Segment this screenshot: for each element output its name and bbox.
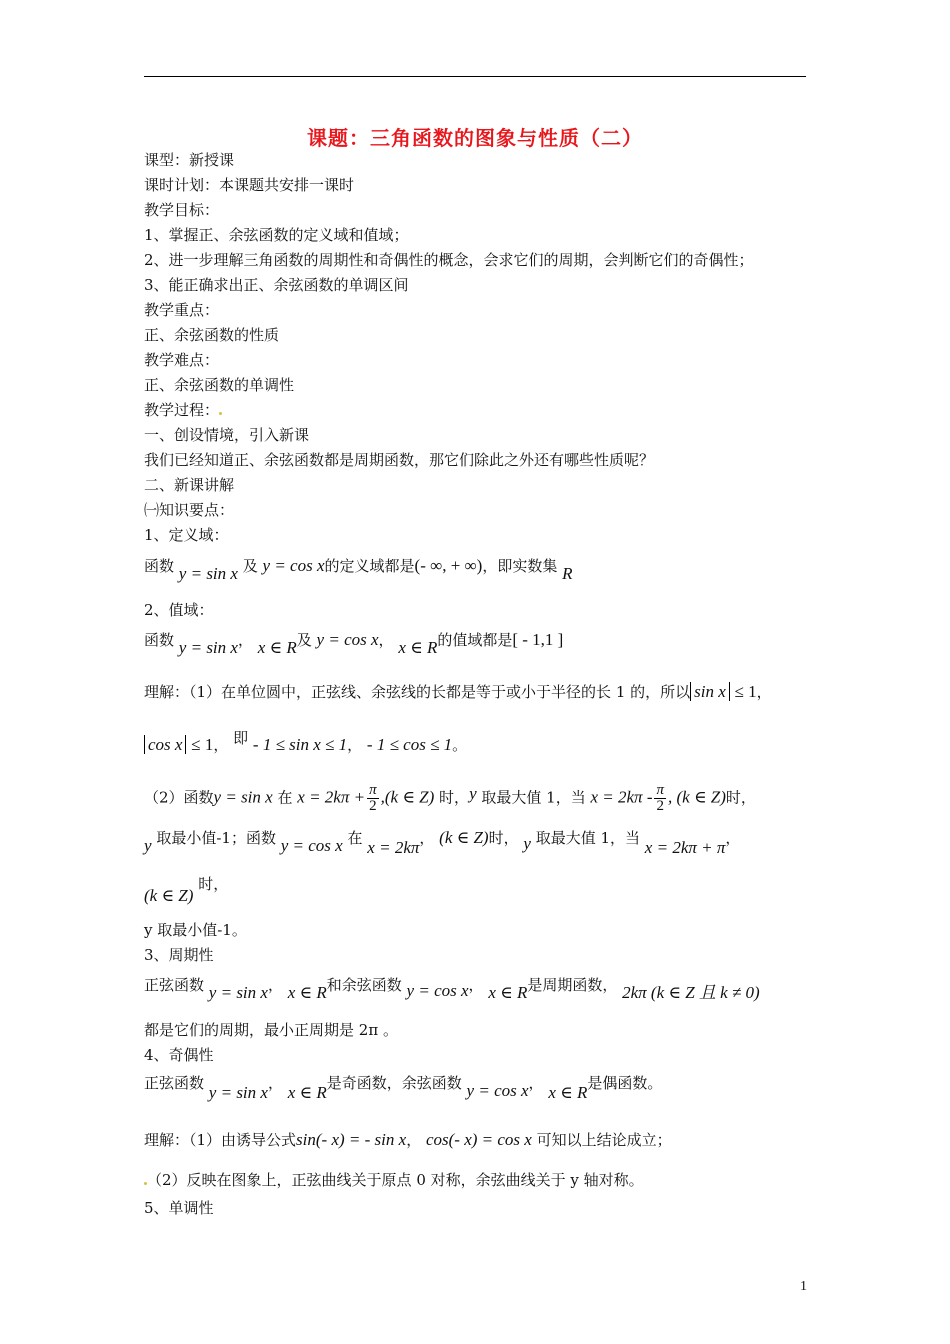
objective-2: 2、进一步理解三角函数的周期性和奇偶性的概念，会求它们的周期，会判断它们的奇偶性；: [144, 251, 754, 269]
periodicity-statement: 正弦函数 y = sin x， x ∈ R和余弦函数 y = cos x， x ∈ R是周期函数， 2kπ (k ∈ Z 且 k ≠ 0): [144, 976, 760, 1002]
section-1-heading: 一、创设情境，引入新课: [144, 426, 310, 444]
lesson-type: 课型：新授课: [144, 151, 235, 169]
section-2-heading: 二、新课讲解: [144, 476, 235, 494]
intro-paragraph: 我们已经知道正、余弦函数都是周期函数，那它们除此之外还有哪些性质呢？: [144, 451, 655, 469]
parity-statement: 正弦函数 y = sin x， x ∈ R是奇函数，余弦函数 y = cos x， x ∈ R是偶函数。: [144, 1074, 663, 1102]
page-title: 课题：三角函数的图象与性质（二）: [307, 126, 643, 150]
domain-statement: 函数 y = sin x 及 y = cos x的定义域都是(- ∞, + ∞)，即实数集 R: [144, 556, 573, 583]
objectives-heading: 教学目标：: [144, 201, 220, 219]
key-points: 正、余弦函数的性质: [144, 326, 280, 344]
lesson-plan: 课时计划：本课题共安排一课时: [144, 176, 355, 194]
understanding-1-line-b: cos x ≤ 1， 即 - 1 ≤ sin x ≤ 1， - 1 ≤ cos ≤ 1。: [144, 735, 467, 755]
knowledge-points-heading: ㈠知识要点：: [144, 501, 235, 519]
marker-dot: [219, 412, 222, 415]
periodicity-conclusion: 都是它们的周期，最小正周期是 2π 。: [144, 1021, 398, 1039]
difficulty-heading: 教学难点：: [144, 351, 220, 369]
understanding-2: 理解：（1）由诱导公式sin(- x) = - sin x， cos(- x) = cos x 可知以上结论成立；: [144, 1130, 672, 1149]
understanding-2-graph: （2）反映在图象上，正弦曲线关于原点 0 对称，余弦曲线关于 y 轴对称。: [144, 1170, 644, 1190]
process-heading: 教学过程：: [144, 400, 222, 420]
difficulty: 正、余弦函数的单调性: [144, 376, 295, 394]
extreme-values-line-a: （2）函数y = sin x 在 x = 2kπ + $\frac{\pi}{2}$ ,(k ∈ Z) 时，y 取最大值 1，当 x = 2kπ - $\frac{\pi}{2}$ , (k ∈ Z)时，: [144, 782, 756, 814]
page-number: 1: [800, 1279, 807, 1294]
key-points-heading: 教学重点：: [144, 301, 220, 319]
range-heading: 2、值域：: [144, 601, 214, 619]
pi-over-2-fraction: $\frac{\pi}{2}$: [656, 782, 664, 814]
pi-over-2-fraction: $\frac{\pi}{2}$: [369, 782, 377, 814]
periodicity-heading: 3、周期性: [144, 946, 214, 964]
objective-1: 1、掌握正、余弦函数的定义域和值域；: [144, 226, 409, 244]
header-rule: [144, 76, 806, 77]
extreme-values-line-d: y 取最小值-1。: [144, 921, 247, 939]
range-statement: 函数 y = sin x， x ∈ R及 y = cos x， x ∈ R的值域都是[ - 1,1 ]: [144, 630, 564, 657]
domain-heading: 1、定义域：: [144, 526, 229, 544]
understanding-1-line-a: 理解：（1）在单位圆中，正弦线、余弦线的长都是等于或小于半径的长 1 的，所以 sin x ≤ 1，: [144, 682, 772, 701]
objective-3: 3、能正确求出正、余弦函数的单调区间: [144, 276, 409, 294]
extreme-values-line-c: (k ∈ Z) 时，: [144, 875, 229, 905]
monotonicity-heading: 5、单调性: [144, 1199, 214, 1217]
parity-heading: 4、奇偶性: [144, 1046, 214, 1064]
extreme-values-line-b: y 取最小值-1；函数 y = cos x 在 x = 2kπ， (k ∈ Z)时， y 取最大值 1，当 x = 2kπ + π，: [144, 828, 741, 857]
